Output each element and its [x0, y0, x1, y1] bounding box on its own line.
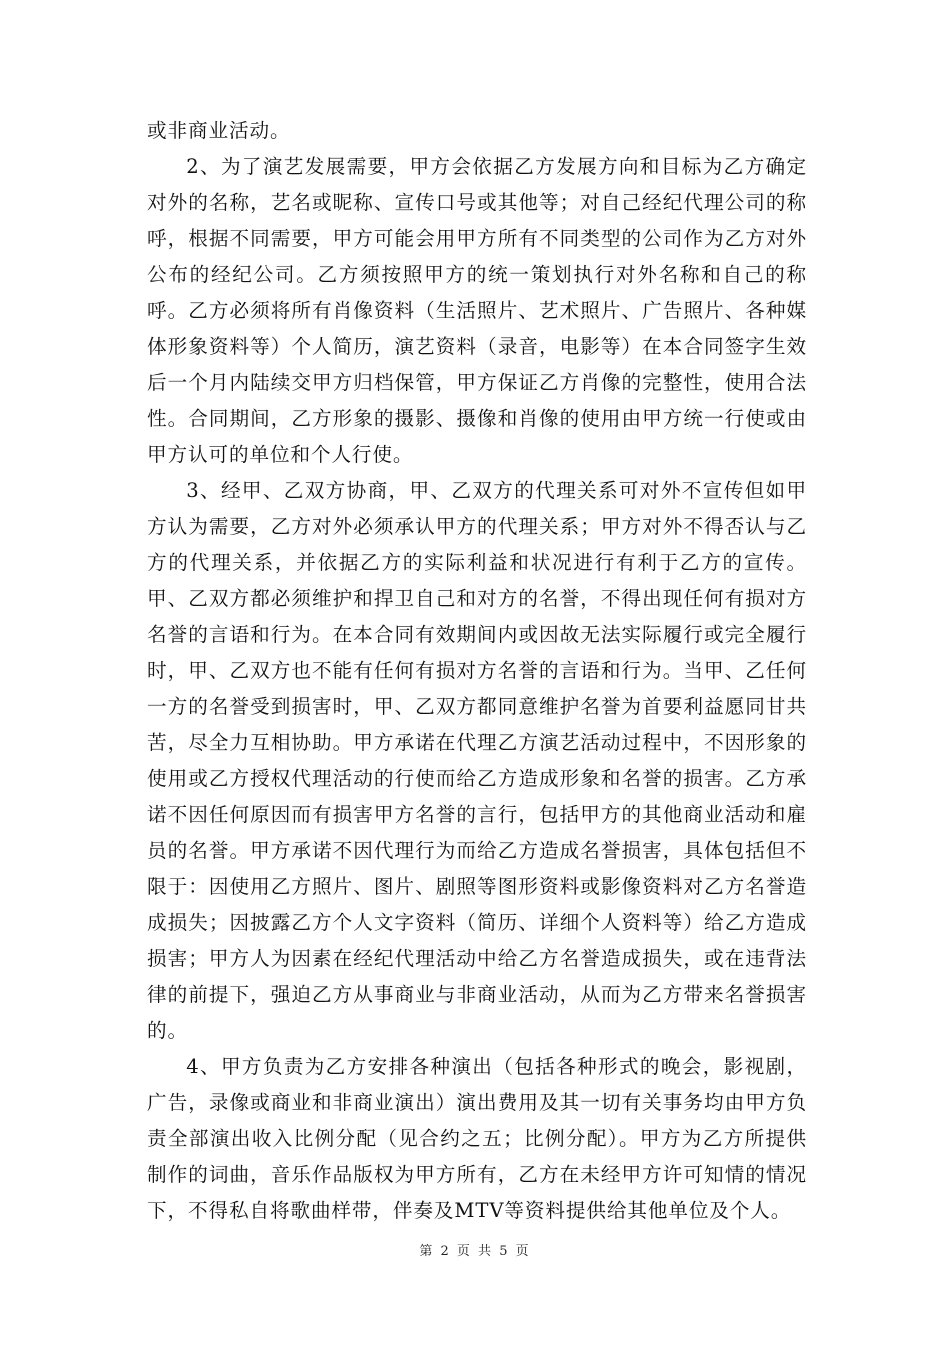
contract-body — [147, 113, 807, 1229]
paragraph-clause-2: 2、为了演艺发展需要，甲方会依据乙方发展方向和目标为乙方确定对外的名称，艺名或昵称、宣传口号或其他等；对自己经纪代理公司的称呼，根据不同需要，甲方可能会用甲方所有不同类型的公司作为乙方对外公布的经纪公司。乙方须按照甲方的统一策划执行对外名称和自己的称呼。乙方必须将所有肖像资料（生活照片、艺术照片、广告照片、各种媒体形象资料等）个人简历，演艺资料（录音，电影等）在本合同签字生效后一个月内陆续交甲方归档保管，甲方保证乙方肖像的完整性，使用合法性。合同期间，乙方形象的摄影、摄像和肖像的使用由甲方统一行使或由甲方认可的单位和个人行使。 — [147, 155, 807, 466]
page-number-footer: 第 2 页 共 5 页 — [419, 1244, 531, 1259]
paragraph-clause-3: 3、经甲、乙双方协商，甲、乙双方的代理关系可对外不宣传但如甲方认为需要，乙方对外必须承认甲方的代理关系；甲方对外不得否认与乙方的代理关系，并依据乙方的实际利益和状况进行有利于乙方的宣传。甲、乙双方都必须维护和捍卫自己和对方的名誉，不得出现任何有损对方名誉的言语和行为。在本合同有效期间内或因故无法实际履行或完全履行时，甲、乙双方也不能有任何有损对方名誉的言语和行为。当甲、乙任何一方的名誉受到损害时，甲、乙双方都同意维护名誉为首要利益愿同甘共苦，尽全力互相协助。甲方承诺在代理乙方演艺活动过程中，不因形象的使用或乙方授权代理活动的行使而给乙方造成形象和名誉的损害。乙方承诺不因任何原因而有损害甲方名誉的言行，包括甲方的其他商业活动和雇员的名誉。甲方承诺不因代理行为而给乙方造成名誉损害，具体包括但不限于：因使用乙方照片、图片、剧照等图形资料或影像资料对乙方名誉造成损失；因披露乙方个人文字资料（简历、详细个人资料等）给乙方造成损害；甲方人为因素在经纪代理活动中给乙方名誉造成损失，或在违背法律的前提下，强迫乙方从事商业与非商业活动，从而为乙方带来名誉损害的。 — [147, 479, 807, 1042]
paragraph-clause-4: 4、甲方负责为乙方安排各种演出（包括各种形式的晚会，影视剧，广告，录像或商业和非商业演出）演出费用及其一切有关事务均由甲方负责全部演出收入比例分配（见合约之五；比例分配）。甲方为乙方所提供制作的词曲，音乐作品版权为甲方所有，乙方在未经甲方许可知情的情况下，不得私自将歌曲样带，伴奏及MTV等资料提供给其他单位及个人。 — [147, 1055, 807, 1222]
paragraph-continuation: 或非商业活动。 — [147, 119, 291, 142]
